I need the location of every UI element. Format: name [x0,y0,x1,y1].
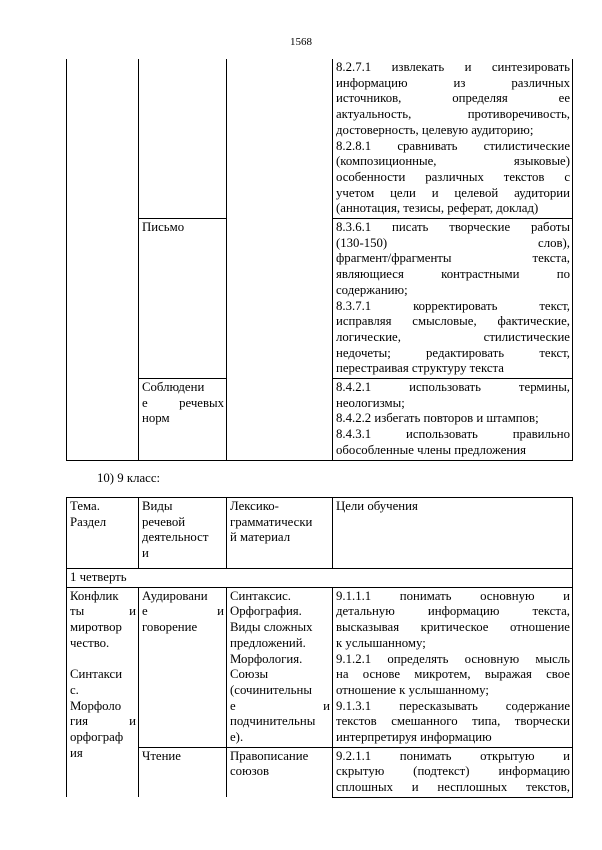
activity-label: Письмо [142,220,185,235]
table-grade-8-continued [66,59,573,461]
header-line: й материал [230,530,291,545]
grammar-cell [227,587,333,747]
goals-cell [333,59,573,219]
header-activity [139,498,227,569]
goal-line: отношение к услышанному; [336,682,489,697]
grammar-cell-empty [227,59,333,460]
activity-label: е и [142,604,224,619]
header-line: и [142,546,149,561]
goal-line: особенности различных текстов с [336,169,570,184]
goal-line: 9.2.1.1 понимать открытую и [336,748,570,763]
goals-cell [333,379,573,461]
goal-line: информацию из различных [336,75,570,90]
grammar-cell [227,747,333,797]
goal-line: 9.1.3.1 пересказывать содержание [336,698,570,713]
goal-line: 9.1.1.1 понимать основную и [336,588,570,603]
grammar-line: Союзы [230,667,269,682]
header-line: грамматически [230,514,313,529]
goal-line: перестраивая структуру текста [336,361,504,376]
table-row [67,587,573,747]
grammar-line: подчинительны [230,714,316,729]
page-number: 1568 [290,36,312,48]
topic-line: ты и [70,604,136,619]
topic-line: миротвор [70,620,122,635]
header-line: Цели обучения [336,499,418,513]
goal-line: (130-150) слов), [336,235,570,250]
grammar-line: Морфология. [230,651,303,666]
grammar-line: Синтаксис. [230,588,291,603]
goal-line: детальную информацию текста, [336,604,570,619]
activity-cell-empty [139,59,227,219]
goal-line: к услышанному; [336,635,426,650]
goal-line: 8.2.7.1 извлекать и синтезировать [336,60,570,74]
header-grammar [227,498,333,569]
topic-line: Конфлик [70,588,119,603]
goals-cell [333,219,573,379]
header-goals [333,498,573,569]
goal-line: актуальность, противоречивость, [336,107,570,122]
goal-line: сплошных и несплошных текстов, [336,780,570,795]
activity-label: Соблюдени [142,380,205,395]
header-line: Тема. [70,499,100,513]
grammar-line: Орфография. [230,604,302,619]
activity-cell [139,219,227,379]
grammar-line: е и [230,698,330,713]
topic-line: гия и [70,714,136,729]
goal-line: 8.2.8.1 сравнивать стилистические [336,138,570,153]
activity-label: Аудировани [142,588,208,603]
goal-line: текстов смешанного типа, творчески [336,714,570,729]
grammar-line: (сочинительны [230,682,312,697]
goal-line: неологизмы; [336,395,405,410]
goal-line: исправляя смысловые, фактические, [336,314,570,329]
activity-label: е речевых [142,395,224,410]
goals-cell [333,747,573,797]
goal-line: логические, стилистические [336,329,570,344]
goal-line: 9.1.2.1 определять основную мысль [336,651,570,666]
goal-line: 8.3.7.1 корректировать текст, [336,298,570,313]
goal-line: интерпретируя информацию [336,730,492,745]
header-line: Виды [142,499,173,513]
grammar-line: предложений. [230,635,306,650]
activity-cell [139,587,227,747]
topic-line: ия [70,745,83,760]
header-topic [67,498,139,569]
goal-line: 8.3.6.1 писать творческие работы [336,220,570,235]
topic-cell-empty [67,59,139,460]
goal-line: обособленные члены предложения [336,442,526,457]
goal-line: недочеты; редактировать текст, [336,345,570,360]
table-row [67,59,573,219]
goal-line: скрытую (подтекст) информацию [336,764,570,779]
grammar-line: Виды сложных [230,620,313,635]
goal-line: фрагмент/фрагменты текста, [336,251,570,266]
topic-line: с. [70,682,79,697]
goal-line: содержанию; [336,282,408,297]
grammar-line: союзов [230,764,270,779]
topic-line: чество. [70,635,110,650]
quarter-row [67,569,573,588]
section-label: 10) 9 класс: [97,471,161,485]
activity-label: Чтение [142,748,181,763]
activity-label: норм [142,411,170,426]
header-line: Лексико- [230,499,279,513]
goal-line: 8.4.2.2 избегать повторов и штампов; [336,411,539,426]
topic-line: орфограф [70,730,124,745]
activity-cell [139,379,227,461]
topic-line: Синтакси [70,667,123,682]
goals-cell [333,587,573,747]
header-line: речевой [142,514,186,529]
goal-line: на основе микротем, выражая свое [336,667,570,682]
table-header-row [67,498,573,569]
goal-line: 8.4.3.1 использовать правильно [336,427,570,442]
goal-line: источников, определяя ее [336,91,570,106]
grammar-line: е). [230,730,244,745]
goal-line: 8.4.2.1 использовать термины, [336,380,570,395]
goal-line: высказывая критическое отношение [336,620,570,635]
table-grade-9 [66,497,573,798]
goal-line: учетом цели и целевой аудитории [336,185,570,200]
header-line: деятельност [142,530,209,545]
topic-gap [70,652,136,668]
goal-line: (аннотация, тезисы, реферат, доклад) [336,201,539,216]
topic-line: Морфоло [70,698,122,713]
topic-cell [67,587,139,797]
goal-line: являющиеся контрастными по [336,267,570,282]
header-line: Раздел [70,514,107,529]
goal-line: достоверность, целевую аудиторию; [336,122,534,137]
activity-cell [139,747,227,797]
quarter-label: 1 четверть [67,569,573,588]
grammar-line: Правописание [230,748,309,763]
table-row [67,747,573,797]
goal-line: (композиционные, языковые) [336,154,570,169]
activity-label: говорение [142,620,198,635]
